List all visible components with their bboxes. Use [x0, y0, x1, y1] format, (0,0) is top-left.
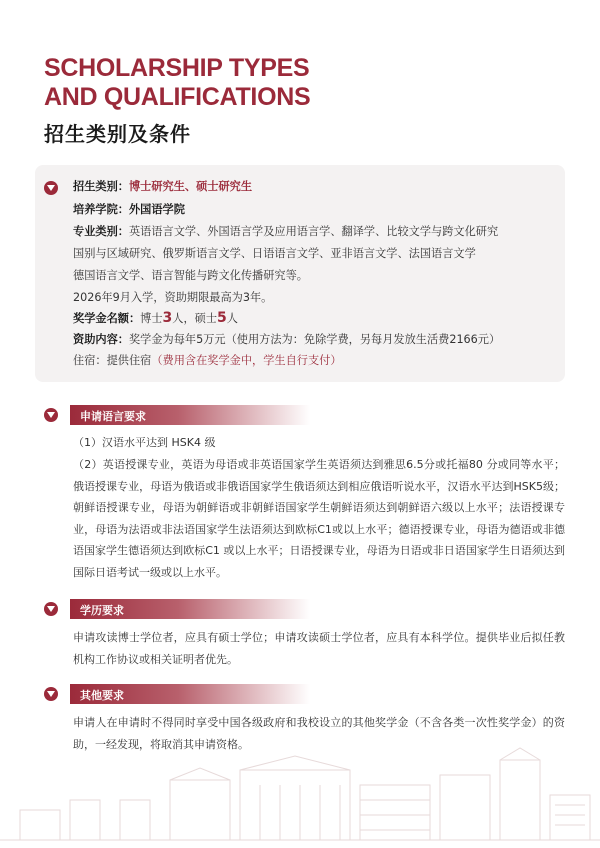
other-text: 申请人在申请时不得同时享受中国各级政府和我校设立的其他奖学金（不含各类一次性奖学金）的资助，一经发现，将取消其申请资格。: [73, 716, 565, 751]
section-heading-education: 学历要求: [80, 604, 124, 617]
quota-unit1: 人，硕士: [172, 312, 218, 325]
title-english: [44, 54, 310, 112]
campus-skyline-illustration: [0, 740, 600, 848]
category-row: [73, 179, 252, 195]
section-header-language: [70, 405, 310, 425]
school-row: [73, 202, 185, 218]
majors-label: 专业类别：: [73, 225, 129, 238]
majors-line3: 德国语言文学、语言智能与跨文化传播研究等。: [73, 269, 308, 282]
language-item-2: （2）英语授课专业，英语为母语或非英语国家学生英语须达到雅思6.5分或托福80 分或同等水平；俄语授课专业，母语为俄语或非俄语国家学生俄语须达到相应俄语听说水平，汉语水平达到HSK5级；朝鲜语授课专业，母语为朝鲜语或非朝鲜语国家学生朝鲜语须达到朝鲜语六级以上水平；法语授课专业，母语为法语或非法语国家学生法语须达到欧标C1或以上水平；德语授课专业，母语为德语或非德语国家学生德语须达到欧标C1 或以上水平；日语授课专业，母语为日语或非日语国家学生日语须达到国际日语考试一级或以上水平。: [73, 458, 565, 579]
section-heading-language: 申请语言要求: [80, 410, 146, 423]
funding-row: [73, 332, 500, 348]
chevron-down-icon: [44, 181, 58, 195]
housing-note: （费用含在奖学金中，学生自行支付）: [151, 354, 342, 367]
title-english-line2: AND QUALIFICATIONS: [44, 83, 311, 111]
category-label: 招生类别：: [73, 180, 129, 193]
school-label: 培养学院：: [73, 203, 129, 216]
title-english-line1: SCHOLARSHIP TYPES: [44, 54, 310, 82]
funding-value: 奖学金为每年5万元（使用方法为：免除学费，另每月发放生活费2166元）: [128, 333, 501, 346]
enroll-text: 2026年9月入学，资助期限最高为3年。: [73, 291, 273, 304]
funding-label: 资助内容：: [73, 333, 129, 346]
quota-master-number: 5: [217, 310, 227, 326]
quota-unit2: 人: [226, 312, 238, 325]
chevron-down-icon: [44, 687, 58, 701]
majors-line1: 英语语言文学、外国语言学及应用语言学、翻译学、比较文学与跨文化研究: [128, 225, 499, 238]
education-text: 申请攻读博士学位者，应具有硕士学位；申请攻读硕士学位者，应具有本科学位。提供毕业后拟任教机构工作协议或相关证明者优先。: [73, 631, 565, 666]
language-item-1: （1）汉语水平达到 HSK4 级: [73, 436, 216, 449]
quota-label: 奖学金名额：: [73, 312, 141, 325]
school-value: 外国语学院: [128, 203, 185, 216]
majors-line2: 国别与区域研究、俄罗斯语言文学、日语语言文学、亚非语言文学、法国语言文学: [73, 247, 476, 260]
majors-row: [73, 224, 498, 240]
title-chinese: 招生类别及条件: [44, 122, 191, 146]
section-header-other: [70, 684, 310, 704]
housing-row: [73, 353, 342, 369]
category-value: 博士研究生、硕士研究生: [128, 180, 253, 193]
quota-phd-number: 3: [162, 310, 173, 326]
housing-prefix: 住宿：提供住宿: [73, 354, 152, 367]
quota-phd-prefix: 博士: [140, 312, 163, 325]
section-header-education: [70, 599, 310, 619]
section-heading-other: 其他要求: [80, 689, 124, 702]
chevron-down-icon: [44, 602, 58, 616]
chevron-down-icon: [44, 408, 58, 422]
quota-row: [73, 310, 238, 327]
